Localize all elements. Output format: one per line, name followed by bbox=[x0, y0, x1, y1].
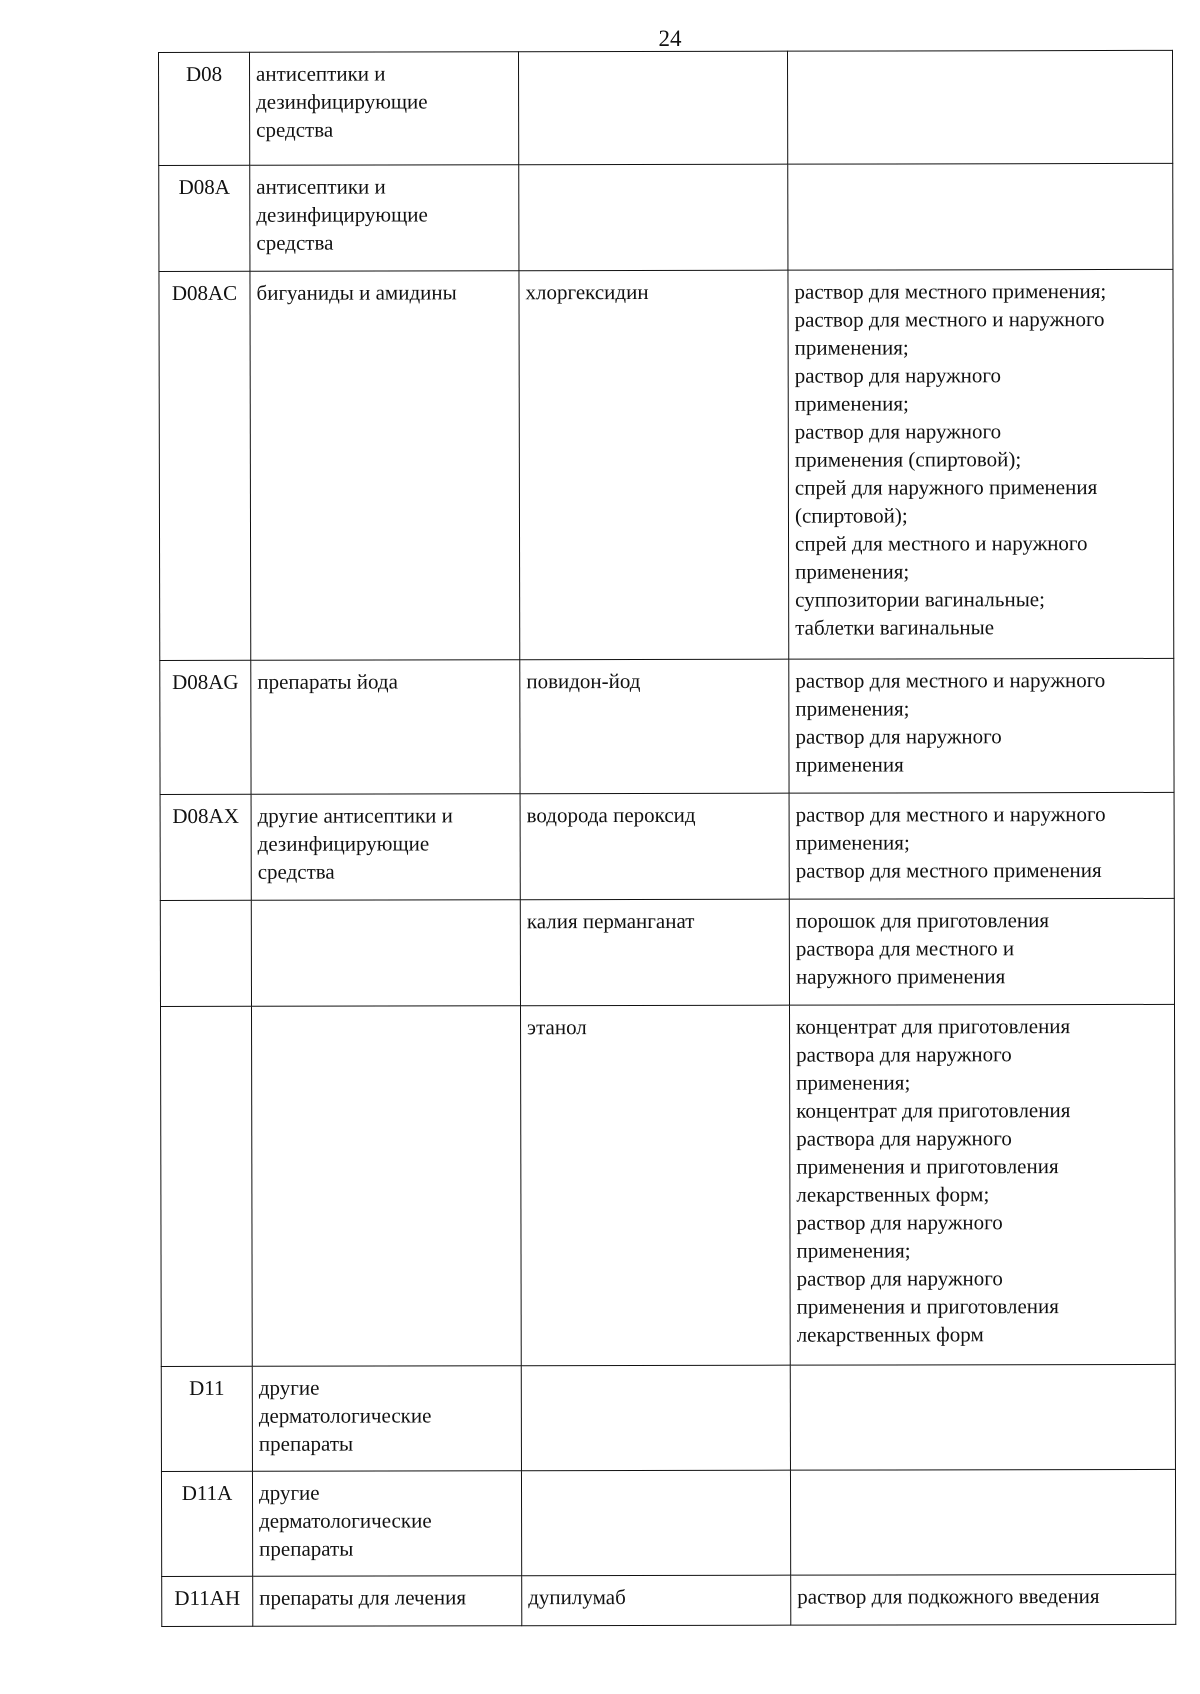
dosage-form-line: применения; bbox=[794, 335, 909, 360]
dosage-form-cell bbox=[789, 658, 1174, 793]
dosage-form-line: раствор для местного и наружного bbox=[795, 668, 1106, 693]
dosage-form-cell bbox=[789, 1004, 1175, 1365]
dosage-form-line: концентрат для приготовления bbox=[796, 1098, 1071, 1123]
anatomical-therapeutic-group-cell bbox=[251, 660, 520, 795]
dosage-form-cell bbox=[789, 898, 1174, 1005]
dosage-form-line: раствора для наружного bbox=[796, 1042, 1012, 1067]
atc-code-cell bbox=[160, 900, 251, 1006]
drug-name-cell: этанол bbox=[520, 1005, 790, 1366]
dosage-form-line: раствор для местного применения; bbox=[794, 279, 1107, 304]
table-row bbox=[161, 1364, 1175, 1471]
atc-code-cell: D08A bbox=[159, 165, 250, 271]
anatomical-therapeutic-group-cell bbox=[252, 1366, 521, 1472]
page-number: 24 bbox=[658, 26, 682, 51]
dosage-form-line: раствора для наружного bbox=[796, 1126, 1012, 1151]
table-body bbox=[159, 50, 1176, 1626]
dosage-form-line: раствор для наружного bbox=[795, 724, 1002, 749]
group-text-line: препараты для лечения bbox=[259, 1585, 467, 1610]
dosage-form-line: раствор для наружного bbox=[794, 363, 1001, 388]
dosage-form-line: (спиртовой); bbox=[794, 503, 908, 528]
group-text-line: другие bbox=[258, 1480, 320, 1505]
dosage-form-line: применения; bbox=[795, 696, 910, 721]
dosage-form-line: применения и приготовления bbox=[796, 1154, 1059, 1179]
group-text-line: средства bbox=[257, 859, 335, 884]
dosage-form-line: применения bbox=[795, 752, 904, 777]
dosage-form-line: порошок для приготовления bbox=[795, 908, 1050, 933]
group-text-line: дезинфицирующие bbox=[257, 831, 430, 856]
drug-name-cell bbox=[519, 51, 788, 165]
dosage-form-cell bbox=[787, 50, 1172, 164]
dosage-form-line: таблетки вагинальные bbox=[795, 615, 995, 640]
dosage-form-line: применения; bbox=[796, 1070, 911, 1095]
atc-code-cell: D08AC bbox=[159, 271, 251, 660]
table-row bbox=[162, 1574, 1176, 1626]
table-row bbox=[159, 163, 1173, 271]
table-row bbox=[161, 1469, 1175, 1576]
table-row bbox=[160, 898, 1174, 1006]
drug-name-cell bbox=[521, 1365, 790, 1471]
group-text-line: дерматологические bbox=[259, 1508, 432, 1533]
dosage-form-cell bbox=[791, 1574, 1176, 1625]
dosage-form-line: применения (спиртовой); bbox=[794, 447, 1022, 472]
atc-code-cell: D08 bbox=[159, 52, 250, 165]
dosage-form-line: лекарственных форм; bbox=[796, 1182, 990, 1207]
group-text-line: препараты bbox=[258, 1431, 354, 1456]
group-text-line: дезинфицирующие bbox=[256, 202, 428, 227]
drug-name-cell bbox=[521, 1470, 790, 1576]
dosage-form-line: раствор для наружного bbox=[796, 1266, 1003, 1291]
dosage-form-cell bbox=[789, 792, 1174, 899]
dosage-form-cell bbox=[788, 269, 1174, 659]
dosage-form-line: применения; bbox=[795, 830, 910, 855]
dosage-form-line: лекарственных форм bbox=[796, 1322, 984, 1347]
drug-name-cell: дупилумаб bbox=[522, 1575, 791, 1626]
group-text-line: препараты йода bbox=[257, 669, 398, 694]
dosage-form-line: суппозитории вагинальные; bbox=[795, 587, 1045, 612]
group-text-line: дерматологические bbox=[258, 1403, 432, 1428]
dosage-form-line: раствор для подкожного введения bbox=[797, 1584, 1100, 1609]
group-text-line: средства bbox=[256, 230, 334, 255]
drug-name-cell: хлоргексидин bbox=[519, 270, 789, 660]
group-text-line: бигуаниды и амидины bbox=[256, 280, 457, 305]
dosage-form-line: наружного применения bbox=[795, 964, 1006, 989]
group-text-line: препараты bbox=[259, 1536, 354, 1561]
group-text-line: дезинфицирующие bbox=[256, 89, 428, 114]
anatomical-therapeutic-group-cell bbox=[251, 900, 520, 1007]
dosage-form-line: раствор для местного и наружного bbox=[794, 307, 1105, 332]
drug-classification-table bbox=[158, 50, 1176, 1627]
atc-code-cell bbox=[160, 1006, 252, 1366]
group-text-line: другие bbox=[258, 1375, 320, 1400]
group-text-line: антисептики и bbox=[256, 61, 386, 86]
group-text-line: средства bbox=[256, 117, 334, 142]
dosage-form-line: раствор для местного и наружного bbox=[795, 802, 1106, 827]
atc-code-cell: D11A bbox=[161, 1471, 252, 1576]
atc-code-cell: D08AG bbox=[160, 660, 251, 794]
anatomical-therapeutic-group-cell bbox=[251, 794, 520, 901]
drug-name-cell bbox=[519, 164, 788, 271]
dosage-form-line: концентрат для приготовления bbox=[796, 1014, 1071, 1039]
table-row bbox=[160, 1004, 1175, 1366]
table-row bbox=[159, 269, 1174, 660]
dosage-form-line: применения; bbox=[796, 1238, 911, 1263]
dosage-form-cell bbox=[790, 1469, 1175, 1575]
dosage-form-line: раствора для местного и bbox=[795, 936, 1015, 961]
dosage-form-line: применения; bbox=[795, 559, 910, 584]
table-row bbox=[160, 658, 1174, 794]
anatomical-therapeutic-group-cell bbox=[250, 165, 519, 272]
drug-name-cell: водорода пероксид bbox=[520, 793, 789, 900]
drug-name-cell: калия перманганат bbox=[520, 899, 789, 1006]
drug-name-cell: повидон-йод bbox=[520, 659, 789, 794]
dosage-form-cell bbox=[788, 163, 1173, 270]
dosage-form-cell bbox=[790, 1364, 1175, 1470]
table-row bbox=[160, 792, 1174, 900]
table-row bbox=[159, 50, 1173, 165]
anatomical-therapeutic-group-cell bbox=[253, 1576, 522, 1627]
atc-code-cell: D11AH bbox=[162, 1576, 253, 1626]
dosage-form-line: раствор для местного применения bbox=[795, 858, 1102, 883]
anatomical-therapeutic-group-cell bbox=[250, 271, 520, 661]
dosage-form-line: применения и приготовления bbox=[796, 1294, 1059, 1319]
atc-code-cell: D08AX bbox=[160, 794, 251, 900]
group-text-line: другие антисептики и bbox=[257, 803, 453, 828]
anatomical-therapeutic-group-cell bbox=[252, 1471, 521, 1577]
group-text-line: антисептики и bbox=[256, 174, 386, 199]
atc-code-cell: D11 bbox=[161, 1366, 252, 1471]
dosage-form-line: спрей для местного и наружного bbox=[795, 531, 1088, 556]
dosage-form-line: применения; bbox=[794, 391, 909, 416]
anatomical-therapeutic-group-cell bbox=[251, 1006, 521, 1367]
dosage-form-line: спрей для наружного применения bbox=[794, 475, 1098, 500]
dosage-form-line: раствор для наружного bbox=[794, 419, 1002, 444]
anatomical-therapeutic-group-cell bbox=[250, 52, 519, 166]
dosage-form-line: раствор для наружного bbox=[796, 1210, 1003, 1235]
